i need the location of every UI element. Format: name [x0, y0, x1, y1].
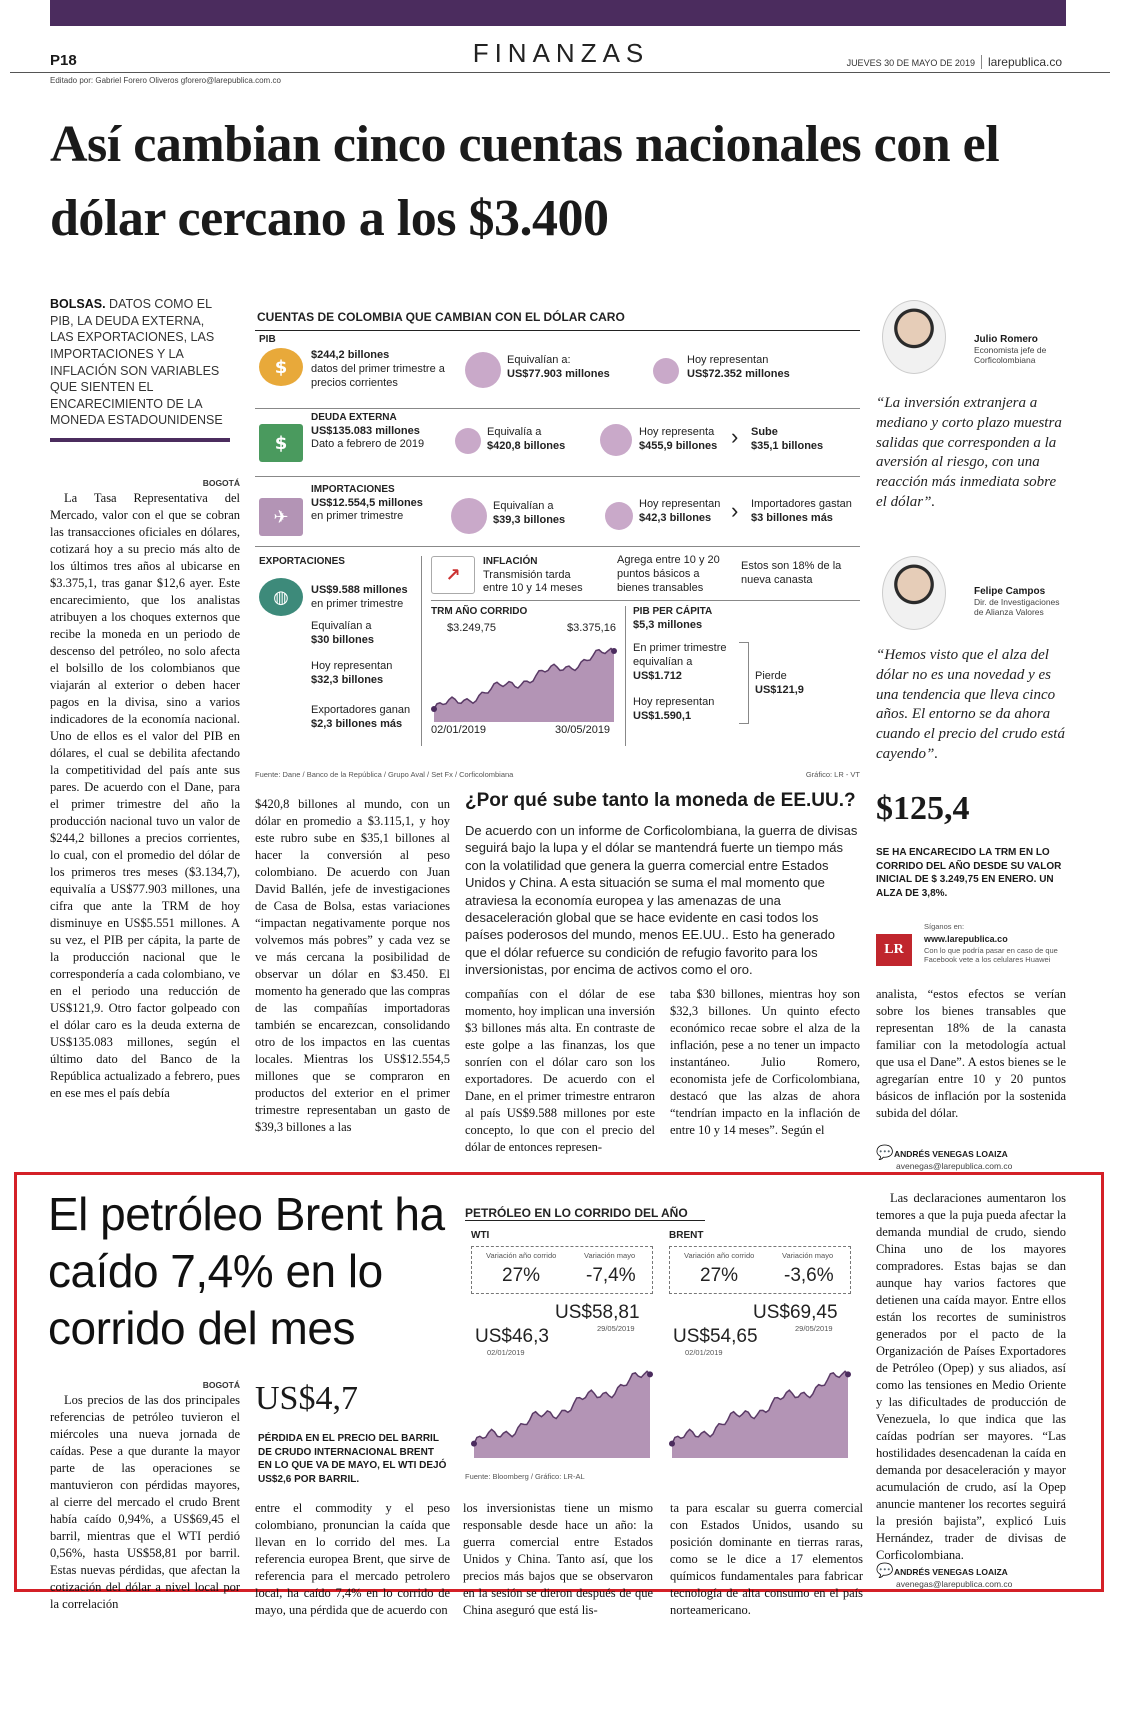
article-column-3 — [465, 986, 655, 1168]
trm-label: TRM AÑO CORRIDO — [431, 606, 528, 617]
wti-label: WTI — [471, 1230, 490, 1241]
chevron-right-icon: › — [731, 424, 739, 449]
brent-var-month: -3,6% — [784, 1265, 834, 1286]
why-text: De acuerdo con un informe de Corficolombiana, la guerra de divisas seguirá bajo la lupa y el dólar se mantendrá fuerte un tiempo más con la volatilidad que genera la guerra comercial entre Estados Unidos y China. A esta situación se suma el mal momento que atraviesa la economía europea y las amenazas de una desaceleración global que se hace evidente en casi todos los países poderosos del mundo, menos EE.UU.. Esto ha generado que el dólar refuerce su condición de refugio favorito para los inversionistas, por encima de activos como el oro. — [465, 823, 858, 978]
lead-summary — [50, 296, 225, 429]
start-point — [431, 706, 437, 712]
imp-eq-value: $39,3 billones — [493, 513, 566, 526]
end-point — [845, 1371, 851, 1377]
lead-kicker: BOLSAS. — [50, 297, 106, 311]
pc-eq-value: US$1.712 — [633, 669, 682, 682]
inf-label: INFLACIÓN — [483, 556, 538, 567]
oil-infographic — [463, 1190, 863, 1490]
article-text: La Tasa Representativa del Mercado, valor con el que se cobran las transacciones oficiales en dólares, cotizará hoy a su precio más alto de los últimos tres años al ubicarse en $3.375,1, tras ganar $12,6 ayer. Este encarecimiento, que los analistas atribuyen a los choques externos que recibe la moneda en un periodo de descenso del petróleo, no solo afecta el bolsillo de los colombianos que viajarán al exterior o deben hacer pagos en la divisa, sino a varios indicadores de la economía nacional. Uno de ellos es el valor del PIB en dólares, el cual se debilita afectando la competitividad del país ante sus pares. De acuerdo con el Dane, para el primer trimestre del año la producción nacional tuvo un valor de $244,2 billones a precios corrientes, lo cual, con el promedio del dólar de los primeros tres meses ($3.134,7), equivalía a US$77.903 millones, una cifra que ante la TRM de hoy disminuye en US$5.551 millones. A su vez, el PIB per cápita, la parte de la producción nacional que le correspondería a cada colombiano, ve en el periodo una reducción de US$121,9. Otro factor golpeado con el dólar caro es la deuda externa de US$135.083 millones, según el último dato del Banco de la República actualizado a febrero, pues en ese mes el país debía — [50, 491, 240, 1100]
trm-start-value: $3.249,75 — [447, 622, 496, 634]
wti-end-date: 29/05/2019 — [597, 1324, 635, 1333]
pc-eq-label: En primer trimestre equivalían a — [633, 642, 727, 668]
imp-value: US$12.554,5 millones — [311, 496, 423, 509]
infographic-title: CUENTAS DE COLOMBIA QUE CAMBIAN CON EL DÓLAR CARO — [257, 310, 625, 324]
author-email[interactable]: avenegas@larepublica.com.co — [896, 1161, 1013, 1171]
area-fill — [474, 1371, 650, 1458]
exp-gain-value: $2,3 billones más — [311, 717, 403, 730]
imp-extra-label: Importadores gastan — [751, 498, 852, 510]
trm-start-date: 02/01/2019 — [431, 724, 487, 736]
area-fill — [434, 648, 614, 722]
pc-now-value: US$1.590,1 — [633, 709, 692, 722]
speech-bubble-icon: 💬 — [876, 1144, 894, 1160]
inf-desc: Transmisión tarda entre 10 y 14 meses — [483, 568, 583, 595]
deuda-label: DEUDA EXTERNA — [311, 412, 397, 423]
airplane-icon: ✈ — [259, 498, 303, 536]
q1-quote: “La inversión extranjera a mediano y corto plazo muestra salidas que corresponden a la aversión al riesgo, con una reacción más inmediata sobre el dólar”. — [876, 395, 1062, 510]
author-name: ANDRÉS VENEGAS LOAIZA — [894, 1567, 1008, 1577]
brent-start-date: 02/01/2019 — [685, 1348, 723, 1357]
brent-end-date: 29/05/2019 — [795, 1324, 833, 1333]
article-text: compañías con el dólar de ese momento, hoy implican una inversión $3 billones más alta. En contraste de este golpe a las finanzas, los que sonríen con el dólar caro son los exportadores. De acuerdo con el Dane, en el primer trimestre entraron al país US$9.588 millones por este concepto, lo que con el precio del dólar de entonces represen- — [465, 987, 655, 1154]
exp-eq-label: Equivalían a — [311, 620, 372, 632]
article-text: $420,8 billones al mundo, con un dólar en promedio a $3.115,1, y hoy este rubro sube en $35,1 billones al hacer la conversión al peso colombiano. De acuerdo con Juan David Ballén, jefe de investigaciones de Casa de Bolsa, estas variaciones “impactan negativamente porque nos volvemos más pobres” y cada vez se ve más cercana la posibilidad de observar un dólar en $3.450. El momento ha generado que las compras de las compañías importadoras también se encarezcan, consolidando otro de los impactos en las cuentas locales. Mientras los US$12.554,5 millones que se compraron en productos del exterior en el primer trimestre representaban un gasto de $39,3 billones a las — [255, 797, 450, 1134]
deuda-value: US$135.083 millones — [311, 424, 420, 437]
imp-now-label: Hoy representan — [639, 498, 721, 510]
lead-text: DATOS COMO EL PIB, LA DEUDA EXTERNA, LAS EXPORTACIONES, LAS IMPORTACIONES Y LA INFLACIÓN SON VARIABLES QUE SIENTEN EL ENCARECIMIENTO DE LA MONEDA ESTADOUNIDENSE — [50, 297, 223, 428]
deuda-eq-value: $420,8 billones — [487, 439, 566, 452]
wti-start-date: 02/01/2019 — [487, 1348, 525, 1357]
brent-column-5 — [876, 1190, 1066, 1560]
why-title: ¿Por qué sube tanto la moneda de EE.UU.? — [465, 790, 856, 811]
pc-label: PIB PER CÁPITA — [633, 606, 713, 617]
inflation-chart-icon: ↗ — [431, 556, 475, 594]
pib-eq-label: Equivalían a: — [507, 354, 571, 366]
article-text: los inversionistas tiene un mismo responsable desde hace un año: la guerra comercial entre Estados Unidos y China. Tanto así, que los precios más bajos que se observaron en la sesión se dieron después de que China aseguró que está lis- — [463, 1501, 653, 1617]
brent-variations — [669, 1246, 851, 1294]
article-column-2 — [255, 796, 450, 1168]
exp-value: US$9.588 millones — [311, 584, 408, 596]
top-color-bar — [50, 0, 1066, 26]
issue-date: JUEVES 30 DE MAYO DE 2019 — [846, 58, 975, 68]
imp-label: IMPORTACIONES — [311, 484, 395, 495]
area-fill — [672, 1371, 848, 1458]
avatar — [882, 300, 946, 374]
brent-big-note: PÉRDIDA EN EL PRECIO DEL BARRIL DE CRUDO INTERNACIONAL BRENT EN LO QUE VA DE MAYO, EL WTI DEJÓ US$2,6 POR BARRIL. — [258, 1433, 447, 1485]
follow-text: Con lo que podría pasar en caso de que Facebook vete a los celulares Huawei — [924, 946, 1058, 964]
q1-role: Economista jefe de Corficolombiana — [974, 345, 1047, 365]
article-column-5 — [876, 986, 1066, 1146]
imp-eq-circle — [451, 498, 487, 534]
pib-now-label: Hoy representan — [687, 354, 769, 366]
q2-name: Felipe Campos — [974, 586, 1046, 597]
infographic-credit: Gráfico: LR - VT — [805, 770, 860, 779]
deuda-now-label: Hoy representa — [639, 426, 715, 438]
wti-var-year-label: Variación año corrido — [486, 1251, 557, 1260]
trm-end-date: 30/05/2019 — [555, 724, 611, 736]
imp-now-value: $42,3 billones — [639, 511, 712, 524]
oil-chart-title: PETRÓLEO EN LO CORRIDO DEL AÑO — [465, 1206, 705, 1221]
pib-eq-value: US$77.903 millones — [507, 367, 610, 380]
article-text: analista, “estos efectos se verían sobre los bienes transables que representan 18% de la canasta familiar con la metodología actual que usa el Dane”. A estos bienes se le agregarían entre 10 y 20 puntos básicos de inflación por la sostenida subida del dólar. — [876, 987, 1066, 1120]
inf-share: Estos son 18% de la nueva canasta — [741, 560, 842, 586]
dateline-city: BOGOTÁ — [202, 478, 240, 488]
trm-area-chart — [431, 636, 617, 722]
end-point — [647, 1371, 653, 1377]
brent-column-3 — [463, 1500, 653, 1617]
exp-desc: en primer trimestre — [311, 597, 404, 610]
brent-start-value: US$54,65 — [673, 1326, 758, 1347]
infographic — [255, 300, 860, 785]
brent-label: BRENT — [669, 1230, 704, 1241]
exp-now-value: $32,3 billones — [311, 673, 384, 686]
deuda-eq-label: Equivalía a — [487, 426, 542, 438]
author-name: ANDRÉS VENEGAS LOAIZA — [894, 1149, 1008, 1159]
pib-eq-circle — [465, 352, 501, 388]
author-email[interactable]: avenegas@larepublica.com.co — [896, 1579, 1013, 1589]
deuda-now-circle — [600, 424, 632, 456]
dateline-city: BOGOTÁ — [202, 1380, 240, 1390]
article-text: Los precios de las dos principales referencias de petróleo tuvieron el miércoles una nueva jornada de caídas. Pese a que durante la mayor parte de las operaciones se mantuvieron con pérdidas mayores, al cierre del mercado el crudo Brent había caído 0,94%, a US$69,45 el barril, mientras que el WTI perdió 0,56%, hasta US$58,81 por barril. Estas nuevas pérdidas, que afectan la cotización del dólar a nivel local por la correlación — [50, 1393, 240, 1611]
pc-loss-value: US$121,9 — [755, 683, 804, 696]
deuda-up-value: $35,1 billones — [751, 439, 824, 452]
brace-icon — [739, 642, 749, 724]
big-figure: $125,4 — [876, 790, 970, 827]
wti-variations — [471, 1246, 653, 1294]
brent-column-2 — [255, 1500, 450, 1617]
globe-icon: ◍ — [259, 578, 303, 616]
wti-end-value: US$58,81 — [555, 1302, 640, 1323]
page-number: P18 — [50, 52, 77, 69]
brent-end-value: US$69,45 — [753, 1302, 838, 1323]
deuda-now-value: $455,9 billones — [639, 439, 718, 452]
wti-start-value: US$46,3 — [475, 1326, 549, 1347]
follow-link[interactable]: www.larepublica.co — [924, 934, 1008, 944]
start-point — [669, 1441, 675, 1447]
brent-headline: El petróleo Brent ha caído 7,4% en lo corrido del mes — [48, 1188, 445, 1355]
brent-column-1 — [50, 1380, 240, 1611]
exp-label: EXPORTACIONES — [259, 556, 345, 567]
site-link[interactable]: larepublica.co — [981, 55, 1062, 69]
main-headline: Así cambian cinco cuentas nacionales con el dólar cercano a los $3.400 — [50, 116, 1000, 248]
brent-var-year: 27% — [700, 1265, 739, 1286]
q2-quote: “Hemos visto que el alza del dólar no es una novedad y es una tendencia que lleva cinco años. El entorno se da ahora cuando el precio del crudo está cayendo”. — [876, 647, 1065, 762]
end-point — [611, 648, 617, 654]
imp-eq-label: Equivalían a — [493, 500, 554, 512]
coin-icon: $ — [259, 348, 303, 386]
q2-role: Dir. de Investigaciones de Alianza Valores — [974, 597, 1060, 617]
pc-value: $5,3 millones — [633, 618, 703, 631]
trm-end-value: $3.375,16 — [567, 622, 616, 634]
chevron-right-icon: › — [731, 498, 739, 523]
brent-var-month-label: Variación mayo — [782, 1251, 834, 1260]
lead-accent-bar — [50, 438, 230, 442]
pib-value: $244,2 billones — [311, 349, 390, 361]
exp-now-label: Hoy representan — [311, 660, 393, 672]
lr-logo-icon: LR — [876, 934, 912, 966]
pc-loss-label: Pierde — [755, 670, 787, 682]
imp-extra-value: $3 billones más — [751, 511, 833, 524]
oil-source: Fuente: Bloomberg / Gráfico: LR-AL — [465, 1472, 585, 1481]
avatar — [882, 556, 946, 630]
masthead-rule — [10, 72, 1110, 73]
wti-var-month: -7,4% — [586, 1265, 636, 1286]
exp-gain-label: Exportadores ganan — [311, 704, 411, 716]
article-text: entre el commodity y el peso colombiano, pronuncian la caída que llevan en lo corrido del mes. La referencia europea Brent, que sirve de referencia para el mercado petrolero local, ha caído 7,4% en lo corrido de mayo, una pérdida que de acuerdo con — [255, 1501, 450, 1617]
deuda-eq-circle — [455, 428, 481, 454]
article-column-1 — [50, 478, 240, 1168]
article-text: ta para escalar su guerra comercial con Estados Unidos, usando su posición dominante en tierras raras, como se le dice a 17 elementos químicos fundamentales para fabricar tecnología de alta consumo en el país norteamericano. — [670, 1501, 863, 1617]
pib-desc: datos del primer trimestre a precios corrientes — [311, 362, 445, 389]
section-name: FINANZAS — [472, 38, 650, 68]
brent-var-year-label: Variación año corrido — [684, 1251, 755, 1260]
infographic-source: Fuente: Dane / Banco de la República / Grupo Aval / Set Fx / Corficolombiana — [255, 770, 514, 779]
article-column-4 — [670, 986, 860, 1168]
start-point — [471, 1441, 477, 1447]
dateline — [847, 55, 1062, 69]
speech-bubble-icon: 💬 — [876, 1562, 894, 1578]
wti-area-chart — [471, 1358, 653, 1458]
brent-big-figure: US$4,7 — [255, 1380, 358, 1417]
big-figure-note: SE HA ENCARECIDO LA TRM EN LO CORRIDO DEL AÑO DESDE SU VALOR INICIAL DE $ 3.249,75 EN ENERO. UN ALZA DE 3,8%. — [876, 847, 1062, 899]
pc-now-label: Hoy representan — [633, 696, 715, 708]
pib-label: PIB — [259, 334, 276, 345]
brent-column-4 — [670, 1500, 863, 1617]
wti-var-month-label: Variación mayo — [584, 1251, 636, 1260]
deuda-desc: Dato a febrero de 2019 — [311, 438, 425, 451]
follow-label: Síganos en: — [924, 922, 965, 931]
article-text: taba $30 billones, mientras hoy son $32,3 billones. Un quinto efecto económico recae sobre el alza de la inflación, pese a no tener un impacto instantáneo. Julio Romero, economista jefe de Corficolombiana, destacó que las alzas de ahora “tendrían impacto en la inflación de entre 10 y 14 meses”. Según el — [670, 987, 860, 1137]
exp-eq-value: $30 billones — [311, 633, 374, 646]
pib-now-value: US$72.352 millones — [687, 367, 790, 380]
article-text: Las declaraciones aumentaron los temores a que la puja pueda afectar la demanda mundial de crudo, siendo China uno de los mayores compradores. Estas bajas se dan aunque hay varios factores que detienen una caída mayor. Entre ellos están los recortes de suministros generados por el pacto de la Organización de Países Exportadores de Petróleo (Opep) y sus aliados, así como las tensiones en Medio Oriente y las dificultades de producción de Venezuela, lo que indica que las caídas podrían ser mayores. “Las hostilidades desencadenan la caída en demanda por desaceleración y mayor acumulación de crudo, así la Opep anuncie mantener los recortes seguirá la presión bajista”, explicó Luis Hernández, trader de divisas de Corficolombiana. — [876, 1191, 1066, 1562]
banknote-icon: $ — [259, 424, 303, 462]
inf-add: Agrega entre 10 y 20 puntos básicos a bienes transables — [617, 554, 720, 594]
brent-area-chart — [669, 1358, 851, 1458]
imp-desc: en primer trimestre — [311, 510, 404, 523]
q1-name: Julio Romero — [974, 334, 1038, 345]
wti-var-year: 27% — [502, 1265, 541, 1286]
editor-credit: Editado por: Gabriel Forero Oliveros gforero@larepublica.com.co — [50, 76, 281, 85]
pib-now-circle — [653, 358, 679, 384]
imp-now-circle — [605, 502, 633, 530]
deuda-up-label: Sube — [751, 426, 778, 438]
